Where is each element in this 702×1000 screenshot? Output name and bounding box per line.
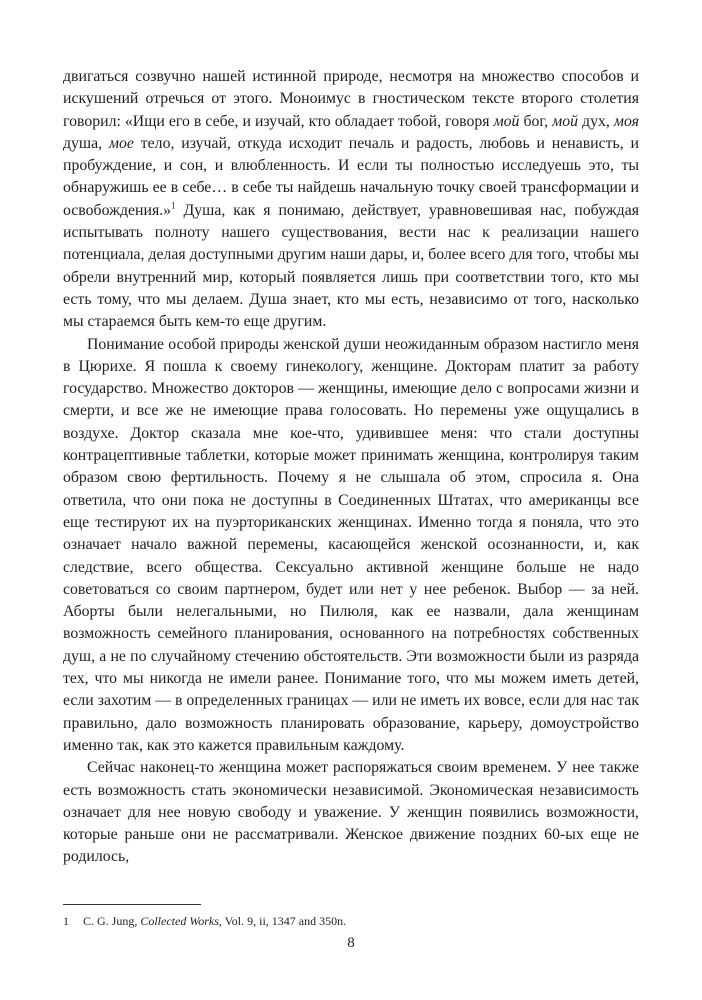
paragraph-1-text-b: бог, xyxy=(519,112,553,130)
paragraph-1-emphasis-2: мой xyxy=(552,112,579,130)
paragraph-1-text-e: тело, изучай, откуда исходит печаль и радость, любовь и ненависть, и пробуждение, и сон, и влюбленность. И если ты полностью исследуешь это, ты обнаружишь ее в себе… в себе ты найдешь начальную точку своей трансформации и освобождения.» xyxy=(63,134,640,219)
footnote-number: 1 xyxy=(63,914,69,928)
footnote-title: Collected Works xyxy=(140,914,219,928)
page-number: 8 xyxy=(347,935,355,951)
footnote-divider xyxy=(63,904,201,905)
page-body xyxy=(63,66,639,869)
footnote xyxy=(63,913,639,929)
paragraph-1-text-f: Душа, как я понимаю, действует, уравновешивая нас, побуждая испытывать полноту нашего существования, вести нас к реализации нашего потенциала, делая доступными другим наши дары, и, более всего для того, чтобы мы обрели внутренний мир, который появляется лишь при соответствии того, кто мы есть тому, что мы делаем. Душа знает, кто мы есть, независимо от того, насколько мы стараемся быть кем-то еще другим. xyxy=(63,201,639,331)
paragraph-1 xyxy=(63,66,639,334)
paragraph-1-text-c: дух, xyxy=(578,112,614,130)
paragraph-1-emphasis-4: мое xyxy=(108,134,134,152)
paragraph-2: Понимание особой природы женской души неожиданным образом настигло меня в Цюрихе. Я пошла к своему гинекологу, женщине. Докторам платит за работу государство. Множество докторов — женщины, имеющие дело с вопросами жизни и смерти, и все же не имеющие права голосовать. Но перемены уже ощущались в воздухе. Доктор сказала мне кое-что, удивившее меня: что стали доступны контрацептивные таблетки, которые может принимать женщина, контролируя таким образом свою фертильность. Почему я не слышала об этом, спросила я. Она ответила, что они пока не доступны в Соединенных Штатах, что американцы все еще тестируют их на пуэрториканских женщинах. Именно тогда я поняла, что это означает начало важной перемены, касающейся женской осознанности, и, как следствие, всего общества. Сексуально активной женщине больше не надо советоваться со своим партнером, будет или нет у нее ребенок. Выбор — за ней. Аборты были нелегальными, но Пилюля, как ее назвали, дала женщинам возможность семейного планирования, основанного на потребностях собственных душ, а не по случайному стечению обстоятельств. Эти возможности были из разряда тех, что мы никогда не имели ранее. Понимание того, что мы можем иметь детей, если захотим — в определенных границах — или не иметь их вовсе, если для нас так правильно, дало возможность планировать образование, карьеру, домоустройство именно так, как это кажется правильным каждому. xyxy=(63,335,639,754)
paragraph-1-text-a: двигаться созвучно нашей истинной природе, несмотря на множество способов и искушений отречься от этого. Моноимус в гностическом тексте второго столетия говорил: «Ищи его в себе, и изучай, кто обладает тобой, говоря xyxy=(63,68,639,130)
paragraph-1-emphasis-1: мой xyxy=(493,112,520,130)
footnote-author: C. G. Jung, xyxy=(83,914,141,928)
footnote-rest: , Vol. 9, ii, 1347 and 350n. xyxy=(218,914,347,928)
footnote-reference[interactable]: 1 xyxy=(171,200,176,211)
paragraph-1-emphasis-3: моя xyxy=(613,112,640,130)
paragraph-3: Сейчас наконец-то женщина может распоряжаться своим временем. У нее также есть возможность стать экономически независимой. Экономическая независимость означает для нее новую свободу и уважение. У женщин появились возможности, которые раньше они не рассматривали. Женское движение поздних 60-ых еще не родилось, xyxy=(63,759,639,866)
paragraph-1-text-d: душа, xyxy=(63,134,109,152)
